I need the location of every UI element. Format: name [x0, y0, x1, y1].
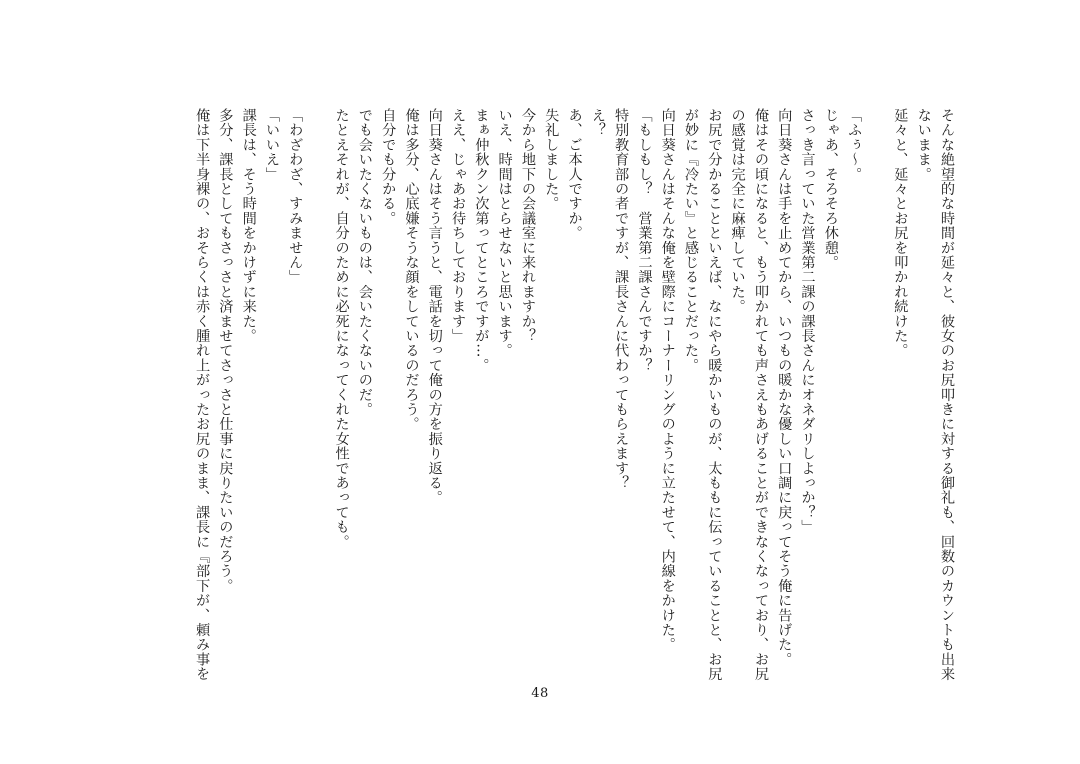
- text-line-16: あ、ご本人ですか。: [566, 108, 583, 241]
- text-line-26: たとえそれが、自分のために必死になってくれた女性であっても。: [333, 108, 350, 549]
- text-line-6: さっき言っていた営業第二課の課長さんにオネダリしよっか？」: [799, 108, 816, 535]
- text-line-7: 向日葵さんは手を止めてから、いつもの暖かな優しい口調に戻ってそう俺に告げた。: [776, 108, 793, 667]
- text-line-11: が妙に『冷たい』と感じることだった。: [683, 108, 700, 373]
- text-line-22: 向日葵さんはそう言うと、電話を切って俺の方を振り返る。: [426, 108, 443, 505]
- text-line-8: 俺はその頃になると、もう叩かれても声さえもあげることができなくなっており、お尻: [752, 108, 769, 682]
- text-line-12: 向日葵さんはそんな俺を壁際にコーナーリングのように立たせて、内線をかけた。: [659, 108, 676, 652]
- text-line-3: 延々と、延々とお尻を叩かれ続けた。: [892, 108, 909, 358]
- text-line-27: 「わざわざ、すみません」: [287, 108, 304, 285]
- text-line-17: 失礼しました。: [543, 108, 560, 211]
- text-line-14: 特別教育部の者ですが、課長さんに代わってもらえます？: [613, 108, 630, 491]
- text-line-29: 課長は、そう時間をかけずに来た。: [240, 108, 257, 344]
- text-line-5: じゃあ、そろそろ休憩。: [822, 108, 839, 270]
- text-line-4: 「ふぅ〜。: [846, 108, 863, 182]
- text-line-1: そんな絶望的な時間が延々と、彼女のお尻叩きに対する御礼も、回数のカウントも出来: [939, 108, 955, 682]
- text-line-9: の感覚は完全に麻痺していた。: [729, 108, 746, 314]
- text-line-19: いえ、時間はとらせないと思います。: [496, 108, 513, 358]
- text-line-20: まぁ仲秋クン次第ってところですが…。: [473, 108, 490, 373]
- text-line-21: ええ、じゃあお待ちしております」: [450, 108, 467, 344]
- text-line-24: 自分でも分かる。: [380, 108, 397, 226]
- text-line-13: 「もしもし？ 営業第二課さんですか？: [636, 108, 653, 373]
- page-number: 48: [531, 686, 549, 701]
- text-line-25: でも会いたくないものは、会いたくないのだ。: [356, 108, 373, 417]
- text-line-10: お尻で分かることといえば、なにやら暖かいものが、太ももに伝っていることと、お尻: [706, 108, 723, 682]
- text-line-28: 「いいえ」: [263, 108, 280, 182]
- text-line-30: 多分、課長としてもさっさと済ませてさっさと仕事に戻りたいのだろう。: [217, 108, 234, 594]
- text-line-23: 俺は多分、心底嫌そうな顔をしているのだろう。: [403, 108, 420, 432]
- vertical-text-body: [190, 108, 958, 682]
- text-line-31: 俺は下半身裸の、おそらくは赤く腫れ上がったお尻のまま、課長に『部下が、頼み事を: [194, 108, 211, 682]
- text-line-15: え？: [589, 108, 606, 138]
- text-line-2: ないまま。: [915, 108, 932, 182]
- text-line-18: 今から地下の会議室に来れますか？: [519, 108, 536, 344]
